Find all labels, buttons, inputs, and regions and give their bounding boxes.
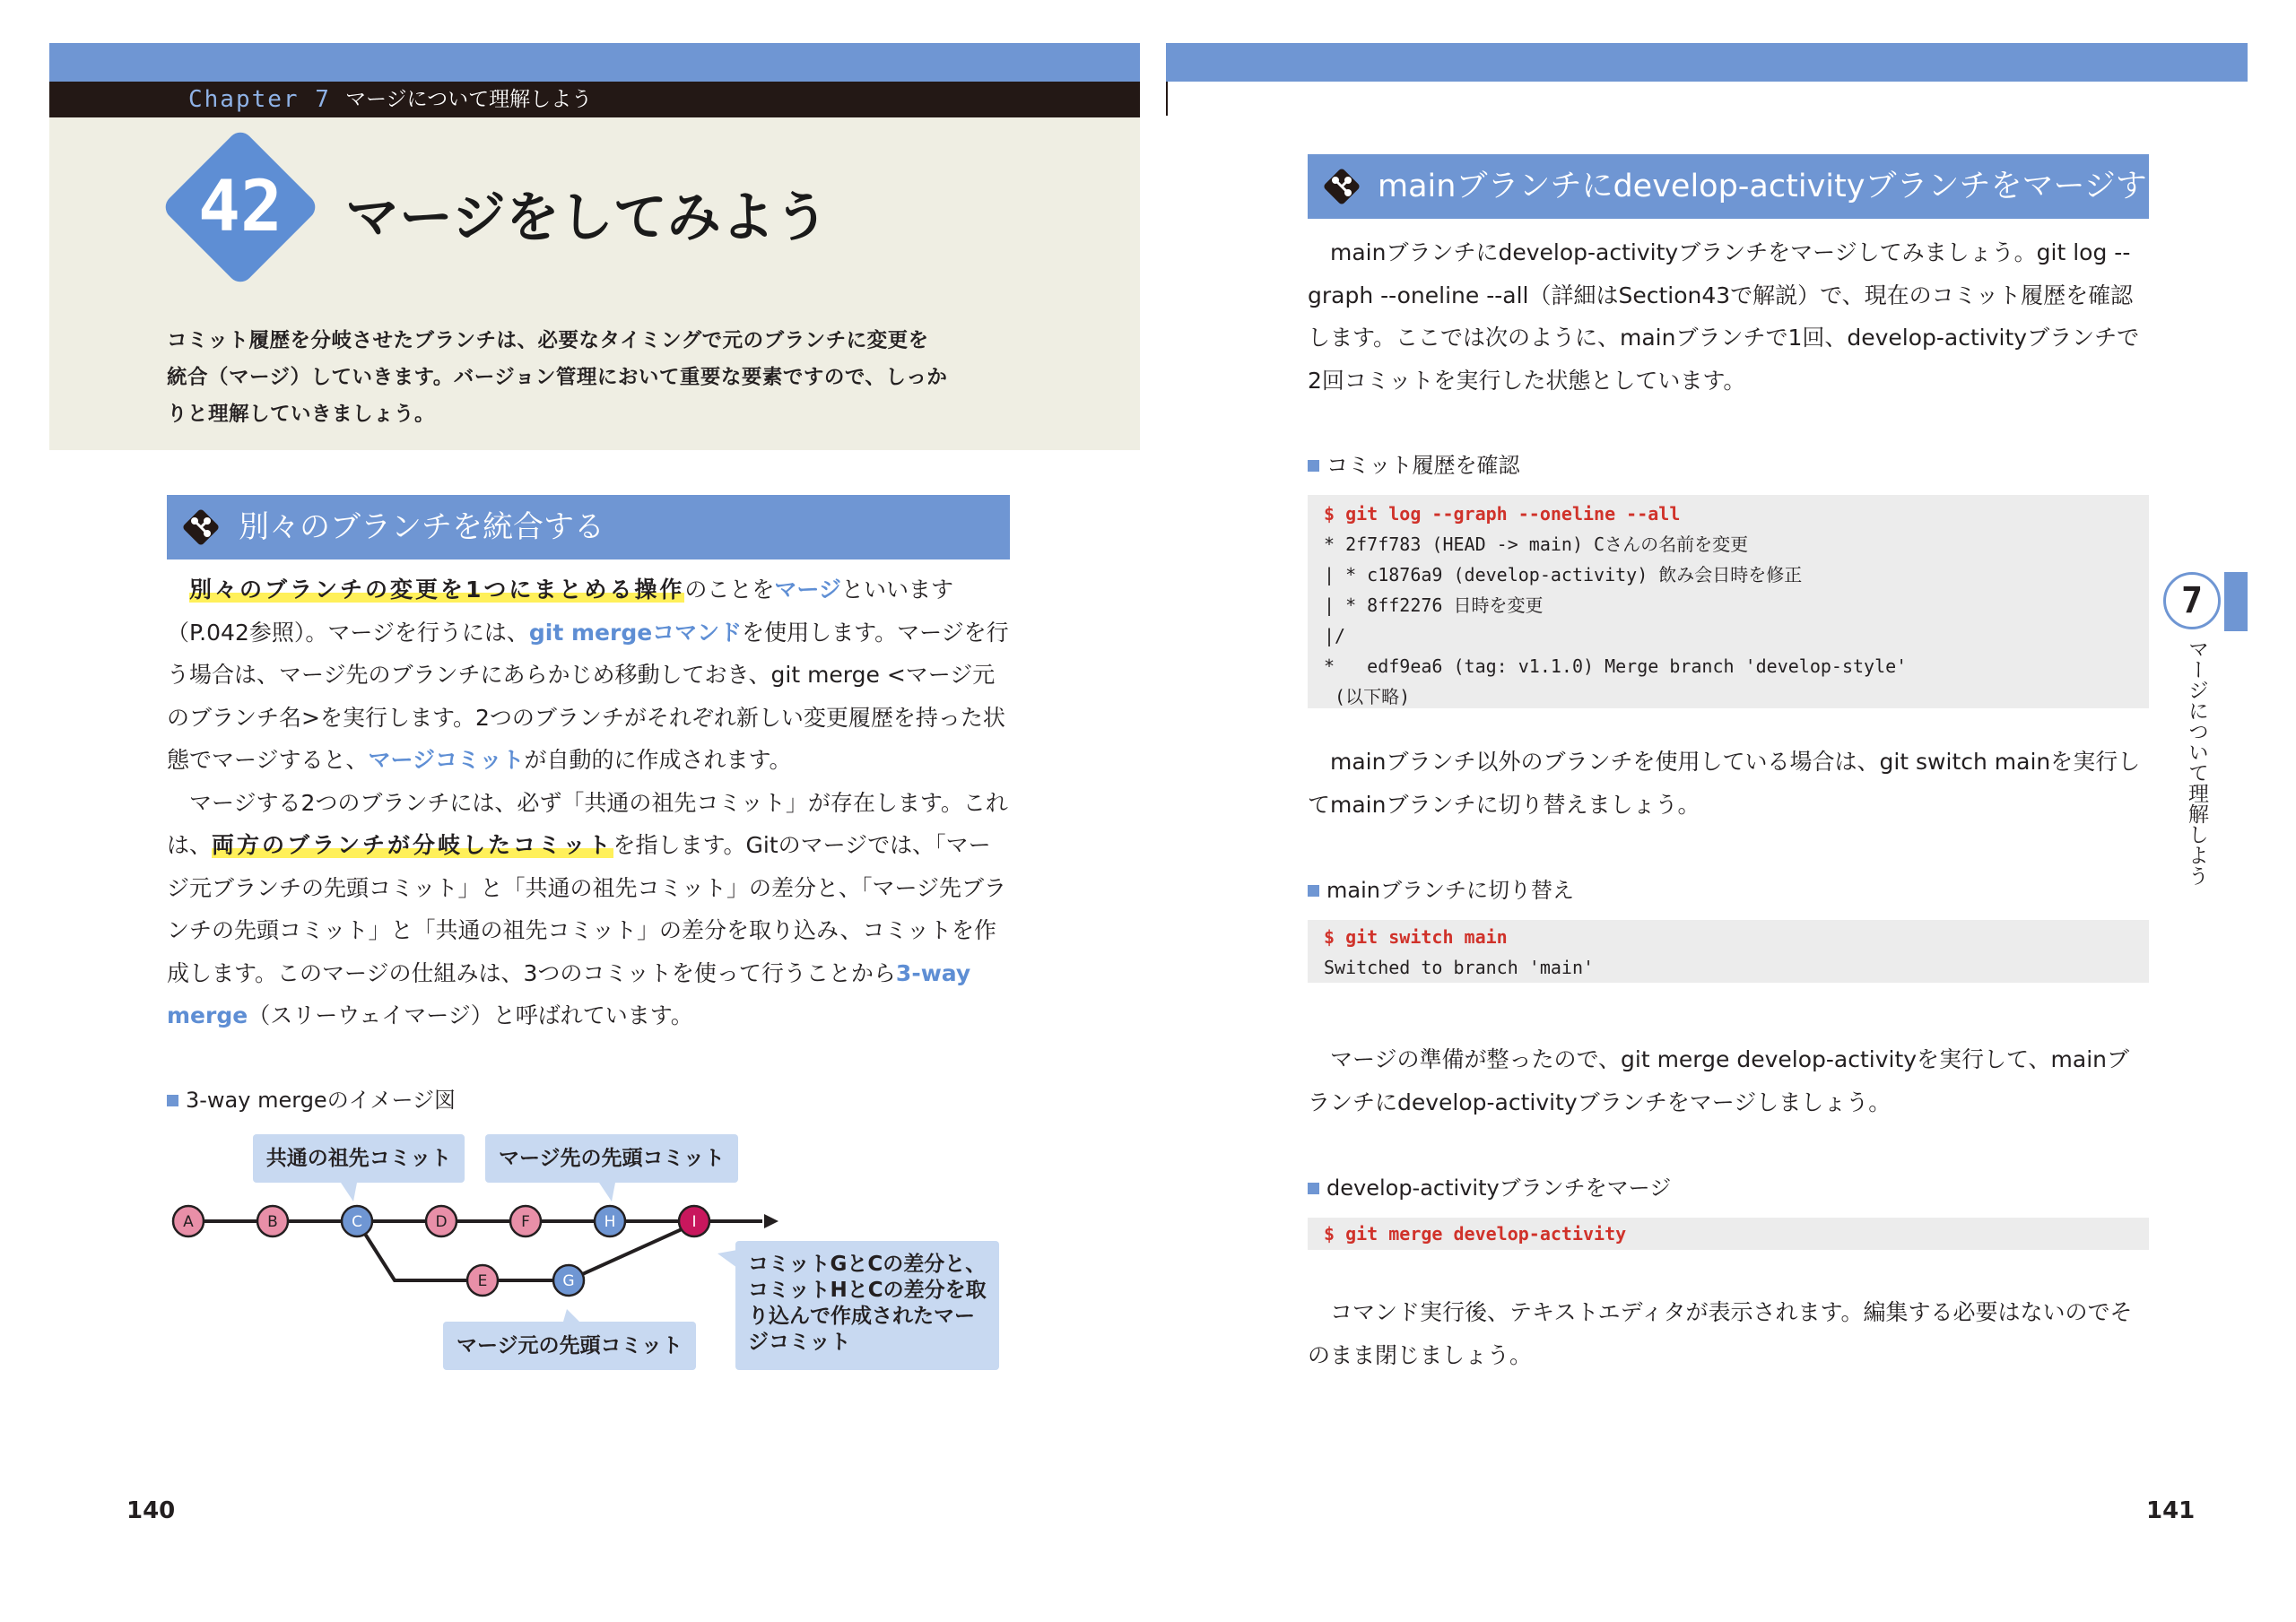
- code-command: $ git switch main: [1324, 926, 1508, 948]
- caption-text: mainブランチに切り替え: [1326, 878, 1574, 903]
- callout-target-head: マージ先の先頭コミット: [485, 1134, 738, 1183]
- code-command: $ git log --graph --oneline --all: [1324, 503, 1681, 525]
- keyword-merge-commit: マージコミット: [368, 747, 525, 773]
- text-run: が自動的に作成されます。: [524, 747, 792, 773]
- caption-square-icon: [1308, 1183, 1319, 1194]
- chapter-title: マージについて理解しよう: [345, 88, 593, 111]
- code-output-line: |/: [1324, 625, 1346, 646]
- paragraph: [167, 568, 1010, 782]
- callout-common-ancestor: 共通の祖先コミット: [253, 1134, 465, 1183]
- code-caption: [1308, 877, 1574, 904]
- page-number-left: 140: [126, 1497, 176, 1524]
- code-block-git-log: [1308, 495, 2149, 708]
- right-header-edge: [1166, 82, 1168, 116]
- lead-line: りと理解していきましょう。: [167, 403, 436, 426]
- highlight-text: 別々のブランチの変更を1つにまとめる操作: [189, 577, 685, 603]
- git-logo-diamond-icon: [1320, 165, 1363, 208]
- chapter-tab-bar: [2224, 572, 2248, 631]
- paragraph: mainブランチにdevelop-activityブランチをマージしてみましょう。git log --graph --oneline --all（詳細はSection43で解説）で、現在のコミット履歴を確認します。ここでは次のように、mainブランチで1回、develop-activityブランチで2回コミットを実行した状態としています。: [1308, 239, 2140, 394]
- code-caption: [1308, 1175, 1671, 1201]
- node-label: B: [267, 1213, 278, 1231]
- node-label: G: [562, 1272, 575, 1290]
- intro-paragraph: [1308, 231, 2149, 402]
- body-paragraphs-left: [167, 568, 1010, 1037]
- text-run: のことを: [684, 577, 775, 603]
- callout-pointer: [718, 1250, 737, 1268]
- callout-source-head: マージ元の先頭コミット: [443, 1322, 696, 1370]
- code-output-line: | * 8ff2276 日時を変更: [1324, 594, 1544, 616]
- caption-text: 3-way mergeのイメージ図: [186, 1088, 456, 1113]
- right-top-color-bar: [1166, 43, 2248, 82]
- code-output-line: Switched to branch 'main': [1324, 957, 1595, 978]
- left-top-color-bar: [49, 43, 1140, 82]
- section-lead: [167, 323, 1010, 433]
- main-arrowhead: [764, 1214, 778, 1228]
- merge-paragraph: [1308, 1038, 2149, 1123]
- text-run: を指します。Gitのマージでは、「マージ元ブランチの先頭コミット」と「共通の祖先コミット」の差分と、「マージ先ブランチの先頭コミット」と「共通の祖先コミット」の差分を取り込み、コミットを作成します。このマージの仕組みは、3つのコミットを使って行うことから: [167, 832, 1007, 986]
- caption-square-icon: [167, 1095, 178, 1106]
- chapter-label: Chapter 7: [188, 86, 331, 113]
- lead-line: 統合（マージ）していきます。バージョン管理において重要な要素ですので、しっか: [167, 366, 948, 389]
- code-output-line: * edf9ea6 (tag: v1.1.0) Merge branch 'develop-style': [1324, 655, 1908, 677]
- paragraph: mainブランチ以外のブランチを使用している場合は、git switch mainを実行してmainブランチに切り替えましょう。: [1308, 749, 2141, 818]
- text-run: マージする2つのブランチには、必ず「共通の祖先コミット」が存在します。これは、: [167, 789, 1008, 858]
- node-label: E: [477, 1272, 488, 1290]
- code-output-line: * 2f7f783 (HEAD -> main) Cさんの名前を変更: [1324, 533, 1749, 555]
- node-label: I: [691, 1213, 697, 1231]
- lead-line: コミット履歴を分岐させたブランチは、必要なタイミングで元のブランチに変更を: [167, 329, 929, 352]
- code-output-line: | * c1876a9 (develop-activity) 飲み会日時を修正: [1324, 564, 1803, 585]
- code-output-line: (以下略): [1324, 686, 1411, 707]
- subsection-header-right: [1308, 154, 2179, 219]
- caption-square-icon: [1308, 460, 1319, 472]
- node-label: D: [435, 1213, 448, 1231]
- closing-paragraph: [1308, 1291, 2149, 1376]
- section-title: マージをしてみよう: [345, 186, 829, 249]
- highlight-text: 両方のブランチが分岐したコミット: [212, 832, 613, 858]
- keyword-git-merge: git mergeコマンド: [528, 619, 743, 646]
- node-label: F: [521, 1213, 530, 1231]
- caption-text: コミット履歴を確認: [1326, 453, 1520, 478]
- section-number: 42: [198, 167, 283, 247]
- text-run: といいます（P.042参照）。マージを行うには、: [167, 577, 953, 646]
- subsection-header-left: [167, 495, 1010, 559]
- paragraph: コマンド実行後、テキストエディタが表示されます。編集する必要はないのでそのまま閉じましょう。: [1308, 1299, 2133, 1368]
- node-label: H: [604, 1213, 616, 1231]
- three-way-merge-diagram: [161, 1175, 789, 1336]
- callout-pointer: [341, 1183, 357, 1201]
- callout-pointer: [599, 1183, 615, 1201]
- figure-caption: [167, 1087, 456, 1114]
- caption-square-icon: [1308, 885, 1319, 897]
- keyword-merge: マージ: [774, 577, 841, 603]
- code-block-git-merge: [1308, 1218, 2149, 1250]
- node-label: C: [352, 1213, 362, 1231]
- caption-text: develop-activityブランチをマージ: [1326, 1175, 1672, 1201]
- callout-pointer: [563, 1309, 579, 1322]
- subsection-title: mainブランチにdevelop-activityブランチをマージする: [1378, 169, 2179, 204]
- callout-merge-commit: コミットGとCの差分と、コミットHとCの差分を取り込んで作成されたマージコミット: [735, 1241, 999, 1370]
- keyword-3way-merge: 3-way merge: [167, 959, 971, 1028]
- subsection-title: 別々のブランチを統合する: [239, 509, 604, 545]
- switch-paragraph: [1308, 741, 2149, 826]
- chapter-tab-number: 7: [2163, 572, 2221, 629]
- code-block-git-switch: [1308, 920, 2149, 983]
- paragraph: [167, 782, 1010, 1037]
- page-number-right: 141: [2146, 1497, 2196, 1524]
- code-command: $ git merge develop-activity: [1324, 1223, 1627, 1245]
- code-caption: [1308, 452, 1520, 479]
- git-logo-diamond-icon: [179, 506, 222, 549]
- paragraph: マージの準備が整ったので、git merge develop-activityを実行して、mainブランチにdevelop-activityブランチをマージしましょう。: [1308, 1046, 2130, 1115]
- node-label: A: [183, 1213, 194, 1231]
- text-run: を使用します。マージを行う場合は、マージ先のブランチにあらかじめ移動しておき、git merge <マージ元のブランチ名>を実行します。2つのブランチがそれぞれ新しい変更履歴を持った状態でマージすると、: [167, 619, 1009, 773]
- text-run: （スリーウェイマージ）と呼ばれています。: [248, 1002, 693, 1028]
- chapter-tab-text: マージについて理解しよう: [2185, 638, 2208, 886]
